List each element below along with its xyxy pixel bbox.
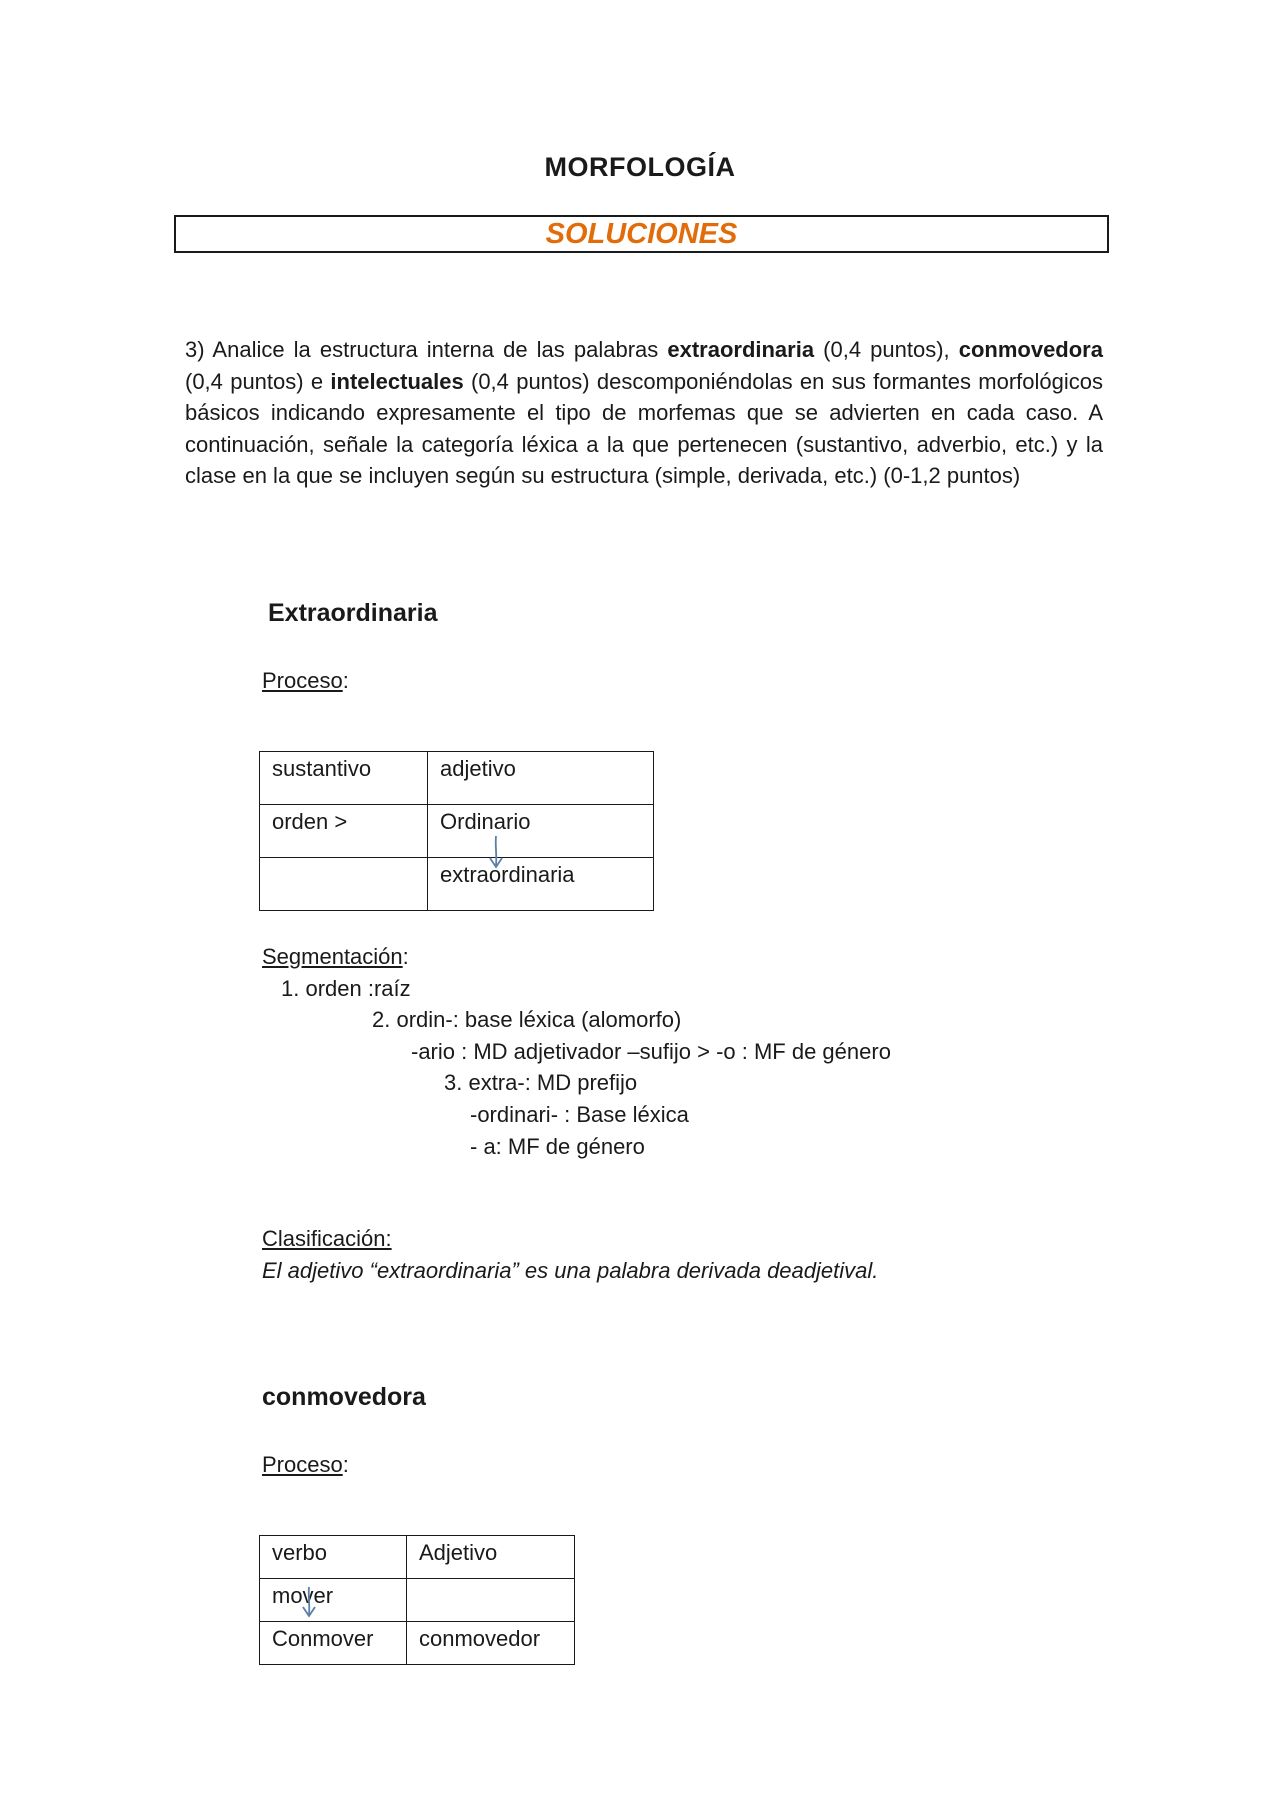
table-cell: mover	[260, 1579, 407, 1622]
table-cell: orden >	[260, 805, 428, 858]
table-cell	[260, 858, 428, 911]
segmentation-line: 1. orden :raíz	[281, 976, 411, 1001]
page-title: MORFOLOGÍA	[544, 152, 736, 182]
solutions-banner	[174, 215, 1109, 253]
table-cell: sustantivo	[260, 752, 428, 805]
question-word-3: intelectuales	[330, 368, 464, 394]
proceso-label-1: Proceso:	[262, 668, 349, 693]
table-cell: Ordinario	[428, 805, 654, 858]
table-cell: adjetivo	[428, 752, 654, 805]
table-cell: extraordinaria	[428, 858, 654, 911]
down-arrow-icon	[299, 1585, 319, 1619]
section-heading-conmovedora: conmovedora	[262, 1383, 426, 1411]
section-heading-extraordinaria: Extraordinaria	[268, 599, 438, 627]
proceso-label-2: Proceso:	[262, 1452, 349, 1477]
question-paragraph	[185, 334, 1103, 492]
solutions-label: SOLUCIONES	[545, 217, 738, 250]
question-text-2: (0,4 puntos),	[814, 337, 959, 362]
question-word-2: conmovedora	[958, 337, 1103, 362]
segmentacion-label: Segmentación:	[262, 944, 409, 969]
table-cell: Adjetivo	[407, 1536, 575, 1579]
segmentation-line: -ario : MD adjetivador –sufijo > -o : MF de género	[411, 1039, 891, 1064]
question-word-1: extraordinaria	[667, 337, 815, 362]
clasificacion-label: Clasificación:	[262, 1226, 392, 1251]
question-text-3: (0,4 puntos) e	[185, 368, 331, 394]
segmentation-line: 2. ordin-: base léxica (alomorfo)	[372, 1007, 682, 1032]
question-text-1: 3) Analice la estructura interna de las palabras	[185, 337, 668, 362]
table-cell: Conmover	[260, 1622, 407, 1665]
table-cell: conmovedor	[407, 1622, 575, 1665]
clasificacion-text: El adjetivo “extraordinaria” es una palabra derivada deadjetival.	[262, 1258, 879, 1283]
question-text-4: (0,4 puntos) descomponiéndolas en sus formantes morfológicos básicos indicando expresamente el tipo de morfemas que se advierten en cada caso. A continuación, señale la categoría léxica a la que pertenecen (sustantivo, adverbio, etc.) y la clase en la que se incluyen según su estructura (simple, derivada, etc.) (0-1,2 puntos)	[185, 368, 1103, 488]
table-cell: verbo	[260, 1536, 407, 1579]
segmentation-line: - a: MF de género	[470, 1134, 645, 1159]
proceso-table-extraordinaria	[259, 751, 654, 911]
down-arrow-icon	[486, 834, 506, 870]
table-cell	[407, 1579, 575, 1622]
segmentation-line: -ordinari- : Base léxica	[470, 1102, 689, 1127]
segmentation-line: 3. extra-: MD prefijo	[444, 1070, 638, 1095]
